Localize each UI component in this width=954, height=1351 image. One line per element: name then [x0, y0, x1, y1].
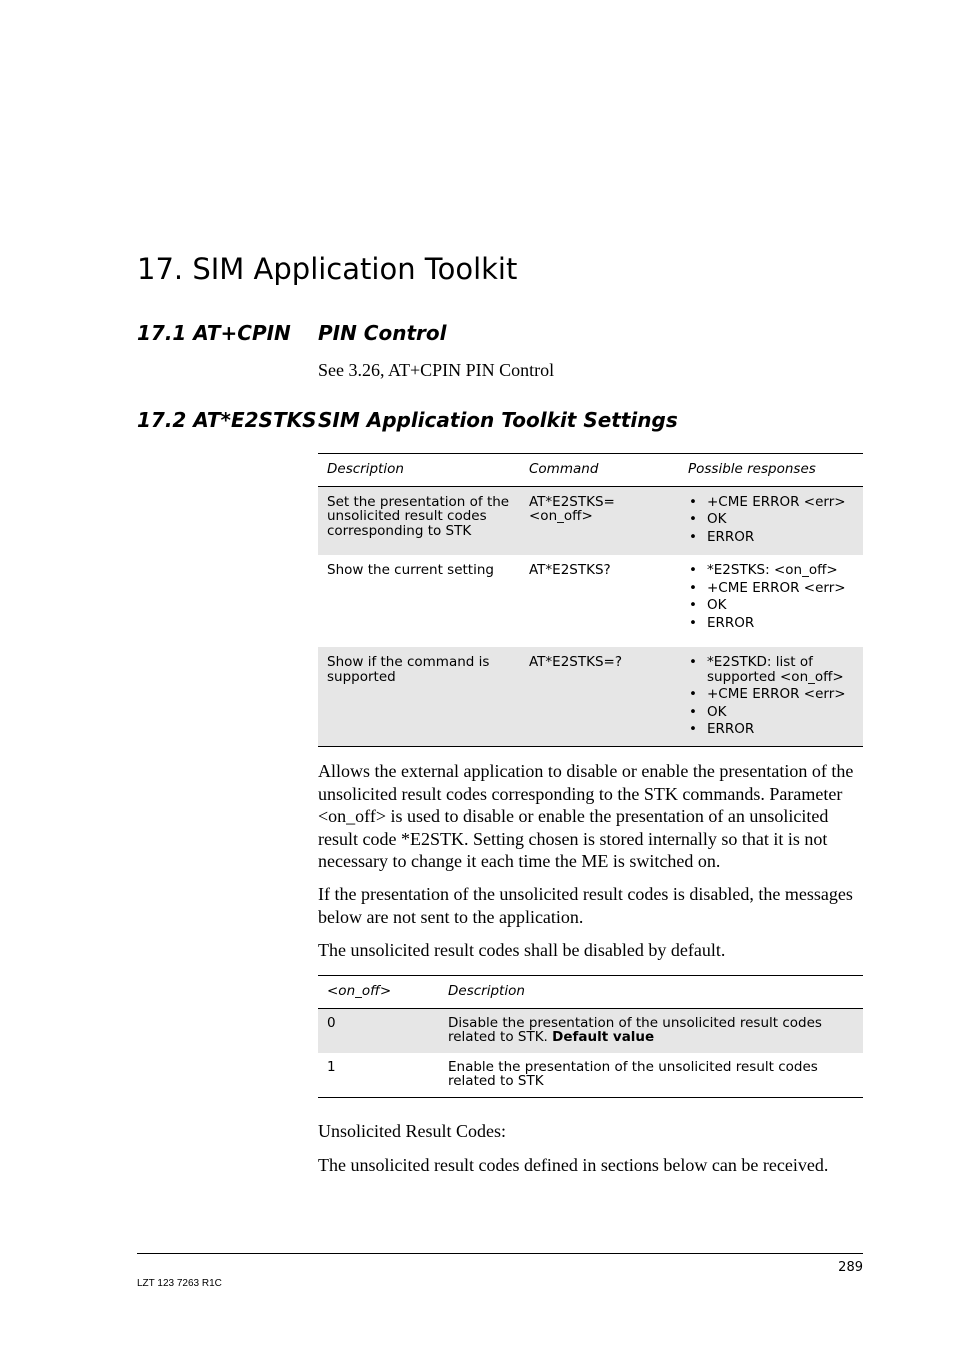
column-header: Possible responses [679, 454, 863, 487]
response-item: • ERROR [688, 616, 855, 631]
urc-paragraph: The unsolicited result codes defined in sections below can be received. [318, 1155, 829, 1175]
page-number: 289 [838, 1260, 863, 1275]
description-cell: Set the presentation of the unsolicited result codes corresponding to STK [318, 486, 520, 555]
table-row [318, 1008, 863, 1053]
description-paragraph: If the presentation of the unsolicited result codes is disabled, the messages below are not sent to the application. [318, 884, 853, 927]
response-item: • OK [688, 598, 855, 613]
description-paragraph: The unsolicited result codes shall be disabled by default. [318, 940, 726, 960]
table-row [318, 486, 863, 555]
response-item: • *E2STKD: list of supported <on_off> [688, 655, 855, 684]
response-item: • *E2STKS: <on_off> [688, 563, 855, 578]
response-item: • OK [688, 705, 855, 720]
response-item: • +CME ERROR <err> [688, 495, 855, 510]
column-header: Description [318, 454, 520, 487]
description-cell: Show the current setting [327, 562, 494, 578]
section-number: 17.2 AT*E2STKS [137, 408, 317, 432]
response-item: • +CME ERROR <err> [688, 687, 855, 702]
section-number: 17.1 AT+CPIN [137, 321, 291, 345]
section-title: PIN Control [318, 321, 447, 345]
response-item: • ERROR [688, 722, 855, 737]
table-header-row [318, 976, 863, 1009]
document-id: LZT 123 7263 R1C [137, 1278, 222, 1289]
responses-cell [679, 555, 863, 647]
footer-divider [137, 1253, 863, 1254]
description-paragraph: Allows the external application to disable or enable the presentation of the unsolicited result codes corresponding to the STK commands. Parameter <on_off> is used to disable or enable the presentation of an unsolicited result code *E2STK. Setting chosen is stored internally so that it is not necessary to change it each time the ME is switched on. [318, 761, 854, 871]
parameter-table [318, 975, 863, 1098]
value-cell: 0 [318, 1008, 439, 1053]
command-cell: AT*E2STKS? [529, 562, 611, 578]
column-header: <on_off> [318, 976, 439, 1009]
table-header-row [318, 454, 863, 487]
responses-cell [679, 647, 863, 746]
section-title: SIM Application Toolkit Settings [318, 408, 678, 432]
command-table [318, 453, 863, 747]
description-text: Disable the presentation of the unsolicited result codes related to STK. [448, 1014, 822, 1045]
description-cell: Show if the command is supported [318, 647, 520, 746]
description-cell [439, 1008, 863, 1053]
default-value-label: Default value [552, 1029, 655, 1045]
table-row [318, 647, 863, 746]
cross-reference-text: See 3.26, AT+CPIN PIN Control [318, 360, 555, 380]
chapter-title: 17. SIM Application Toolkit [137, 252, 518, 286]
response-item: • ERROR [688, 530, 855, 545]
column-header: Description [439, 976, 863, 1009]
column-header: Command [520, 454, 679, 487]
description-text: Enable the presentation of the unsolicited result codes related to STK [448, 1058, 818, 1089]
urc-heading: Unsolicited Result Codes: [318, 1121, 506, 1141]
description-cell [439, 1053, 863, 1098]
response-item: • +CME ERROR <err> [688, 581, 855, 596]
table-row [318, 1053, 863, 1098]
command-cell: AT*E2STKS=? [520, 647, 679, 746]
responses-cell [679, 486, 863, 555]
command-cell: AT*E2STKS=<on_off> [520, 486, 679, 555]
value-cell: 1 [318, 1053, 439, 1098]
table-row [318, 555, 863, 647]
response-item: • OK [688, 512, 855, 527]
